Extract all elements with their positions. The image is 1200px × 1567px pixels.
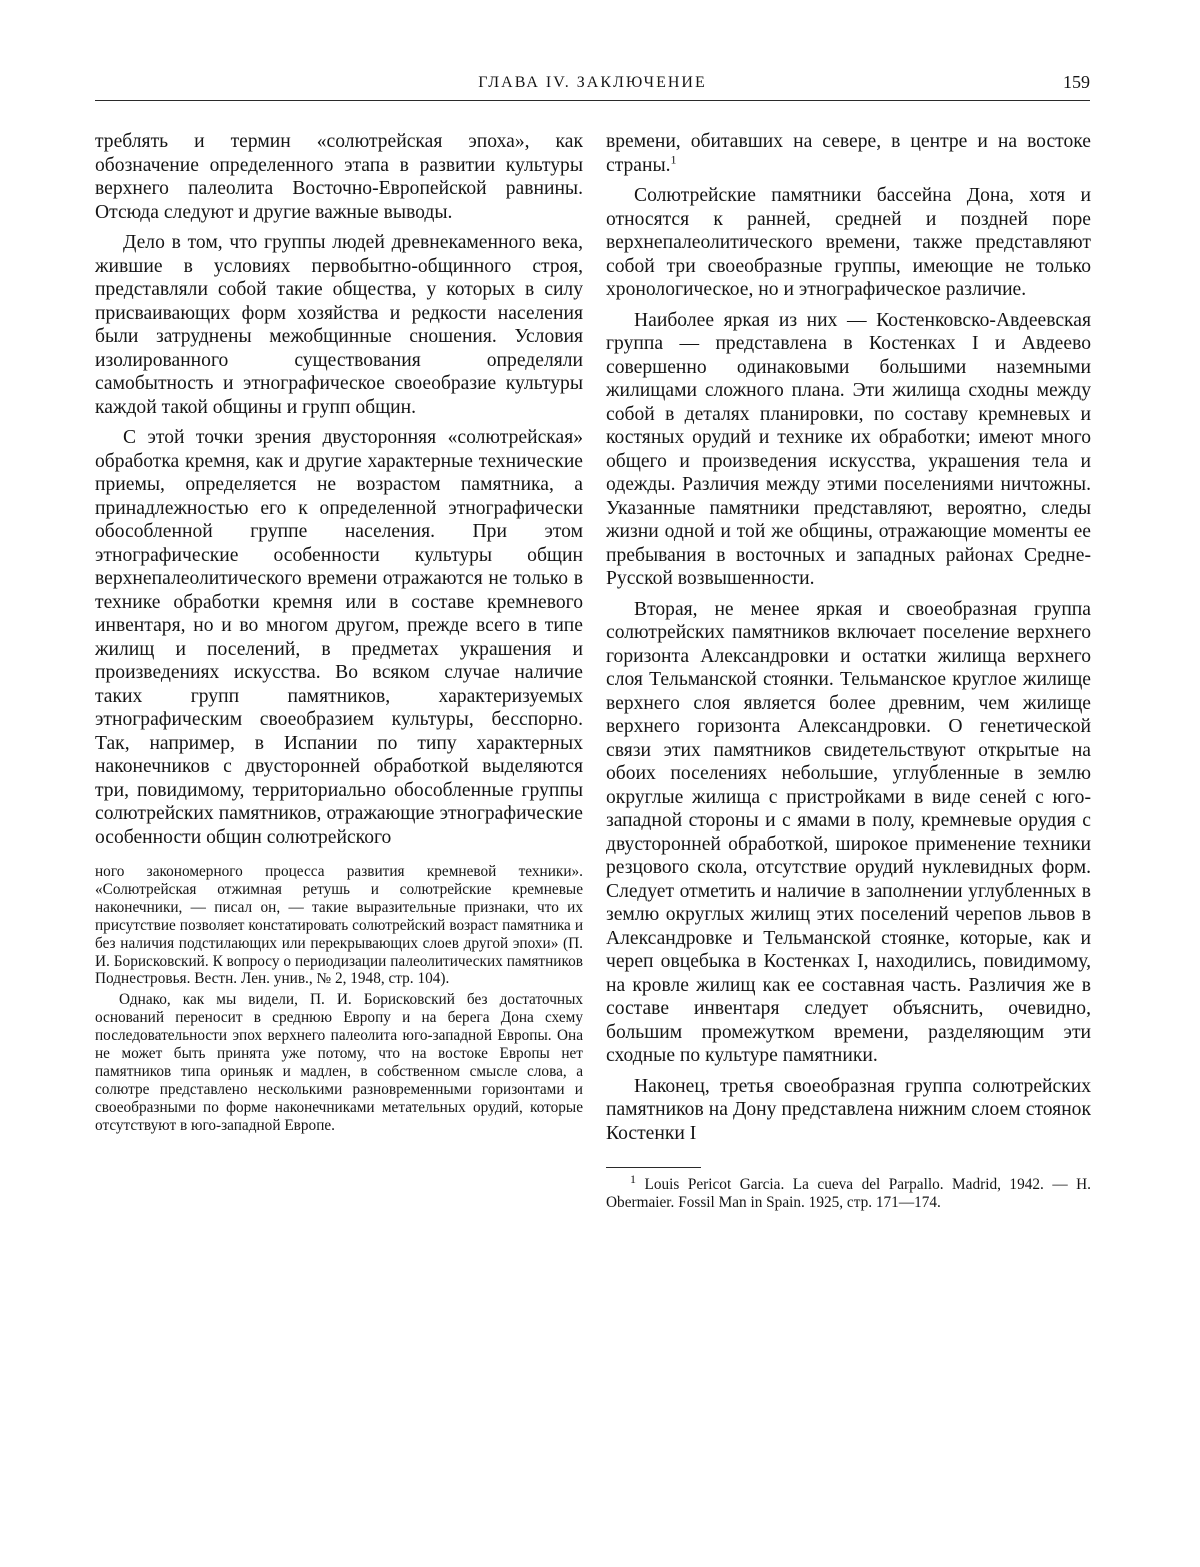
- footnote-reference: 1: [670, 151, 677, 166]
- paragraph: С этой точки зрения двусторонняя «солютрейская» обработка кремня, как и другие характерные технические приемы, определяется не возрастом памятника, а принадлежностью его к определенной этнографически обособленной группе населения. При этом этнографические особенности культуры общин верхнепалеолитического времени отражаются не только в технике обработки кремня или в составе кремневого инвентаря, но и во многом другом, прежде всего в типе жилищ и поселений, в предметах украшения и произведениях искусства. Во всяком случае наличие таких групп памятников, характеризуемых этнографическим своеобразием культуры, бесспорно. Так, например, в Испании по типу характерных наконечников с двусторонней обработкой выделяются три, повидимому, территориально обособленные группы солютрейских памятников, отражающие этнографические особенности общин солютрейского: [95, 427, 583, 848]
- right-footnote: [606, 1171, 1092, 1212]
- left-footnote-continuation: [95, 863, 583, 1135]
- footnote: [606, 1171, 1092, 1212]
- paragraph: Солютрейские памятники бассейна Дона, хотя и относятся к ранней, средней и поздней поре верхнепалеолитического времени, также представляют собой три своеобразные группы, имеющие не только хронологическое, но и этнографическое различие.: [606, 185, 1091, 300]
- paragraph: [606, 130, 1091, 177]
- paragraph: Дело в том, что группы людей древнекаменного века, жившие в условиях первобытно-общинного строя, представляли собой такие общества, у которых в силу присваивающих форм хозяйства и редкости населения были затруднены межобщинные сношения. Условия изолированного существования определяли самобытность и этнографическое своеобразие культуры каждой такой общины и групп общин.: [95, 232, 583, 418]
- footnote-marker: 1: [630, 1171, 636, 1186]
- paragraph: Наиболее яркая из них — Костенковско-Авдеевская группа — представлена в Костенках I и Авдеево совершенно одинаковыми большими наземными жилищами сложного плана. Эти жилища сходны между собой в деталях планировки, по составу кремневых и костяных орудий и технике их обработки; имеют много общего и произведения искусства, украшения тела и одежды. Различия между этими поселениями ничтожны. Указанные памятники представляют, вероятно, следы жизни одной и той же общины, отражающие моменты ее пребывания в восточных и западных районах Средне-Русской возвышенности.: [606, 309, 1091, 589]
- footnote-text: Louis Pericot Garcia. La cueva del Parpallo. Madrid, 1942. — H. Obermaier. Fossil Man in Spain. 1925, стр. 171—174.: [606, 1176, 1092, 1211]
- paragraph: треблять и термин «солютрейская эпоха», как обозначение определенного этапа в развитии культуры верхнего палеолита Восточно-Европейской равнины. Отсюда следуют и другие важные выводы.: [95, 131, 583, 223]
- left-column: [95, 130, 583, 1138]
- footnote-paragraph: ного закономерного процесса развития кремневой техники». «Солютрейская отжимная ретушь и солютрейские кремневые наконечники, — писал он, — такие выразительные признаки, что их присутствие позволяет констатировать солютрейский возраст памятника и без наличия подстилающих или перекрывающих слоев другой эпохи» (П. И. Борисковский. К вопросу о периодизации палеолитических памятников Поднестровья. Вестн. Лен. унив., № 2, 1948, стр. 104).: [95, 863, 583, 988]
- footnote-paragraph: Однако, как мы видели, П. И. Борисковский без достаточных оснований переносит в среднюю Европу и на берега Дона схему последовательности эпох верхнего палеолита юго-западной Европы. Она не может быть принята уже потому, что на востоке Европы нет памятников типа ориньяк и мадлен, в собственном смысле слова, а солютре представлено несколькими разновременными горизонтами и своеобразными по форме наконечниками метательных орудий, которые отсутствуют в юго-западной Европе.: [95, 991, 583, 1134]
- right-main-text: [606, 130, 1091, 1145]
- right-column: [606, 130, 1091, 1215]
- running-head: [95, 70, 1090, 101]
- page-number: 159: [1063, 72, 1090, 92]
- paragraph: Вторая, не менее яркая и своеобразная группа солютрейских памятников включает поселение верхнего горизонта Александровки и остатки жилища верхнего слоя Тельманской стоянки. Тельманское круглое жилище верхнего слоя является более древним, чем жилище верхнего горизонта Александровки. О генетической связи этих памятников свидетельствуют открытые на обоих поселениях небольшие, углубленные в землю округлые жилища с пристройками в виде сеней с юго-западной стороны и с ямами в полу, кремневые орудия с двусторонней обработкой, широкое применение техники резцового скола, отсутствие орудий нуклевидных форм. Следует отметить и наличие в заполнении углубленных в землю округлых жилищ этих поселений черепов львов в Александровке и Тельманской стоянке, которые, как и череп овцебыка в Костенках I, находились, повидимому, на кровле жилищ как ее составная часть. Различия же в составе инвентаря следует объяснить, очевидно, большим промежутком времени, разделяющим эти сходные по культуре памятники.: [606, 598, 1091, 1066]
- paragraph: Наконец, третья своеобразная группа солютрейских памятников на Дону представлена нижним слоем стоянок Костенки I: [606, 1075, 1091, 1144]
- left-main-text: [95, 130, 583, 849]
- footnote-rule: [606, 1167, 701, 1168]
- paragraph-text: времени, обитавших на севере, в центре и на востоке страны.: [606, 131, 1091, 176]
- chapter-title: ГЛАВА IV. ЗАКЛЮЧЕНИЕ: [478, 74, 707, 91]
